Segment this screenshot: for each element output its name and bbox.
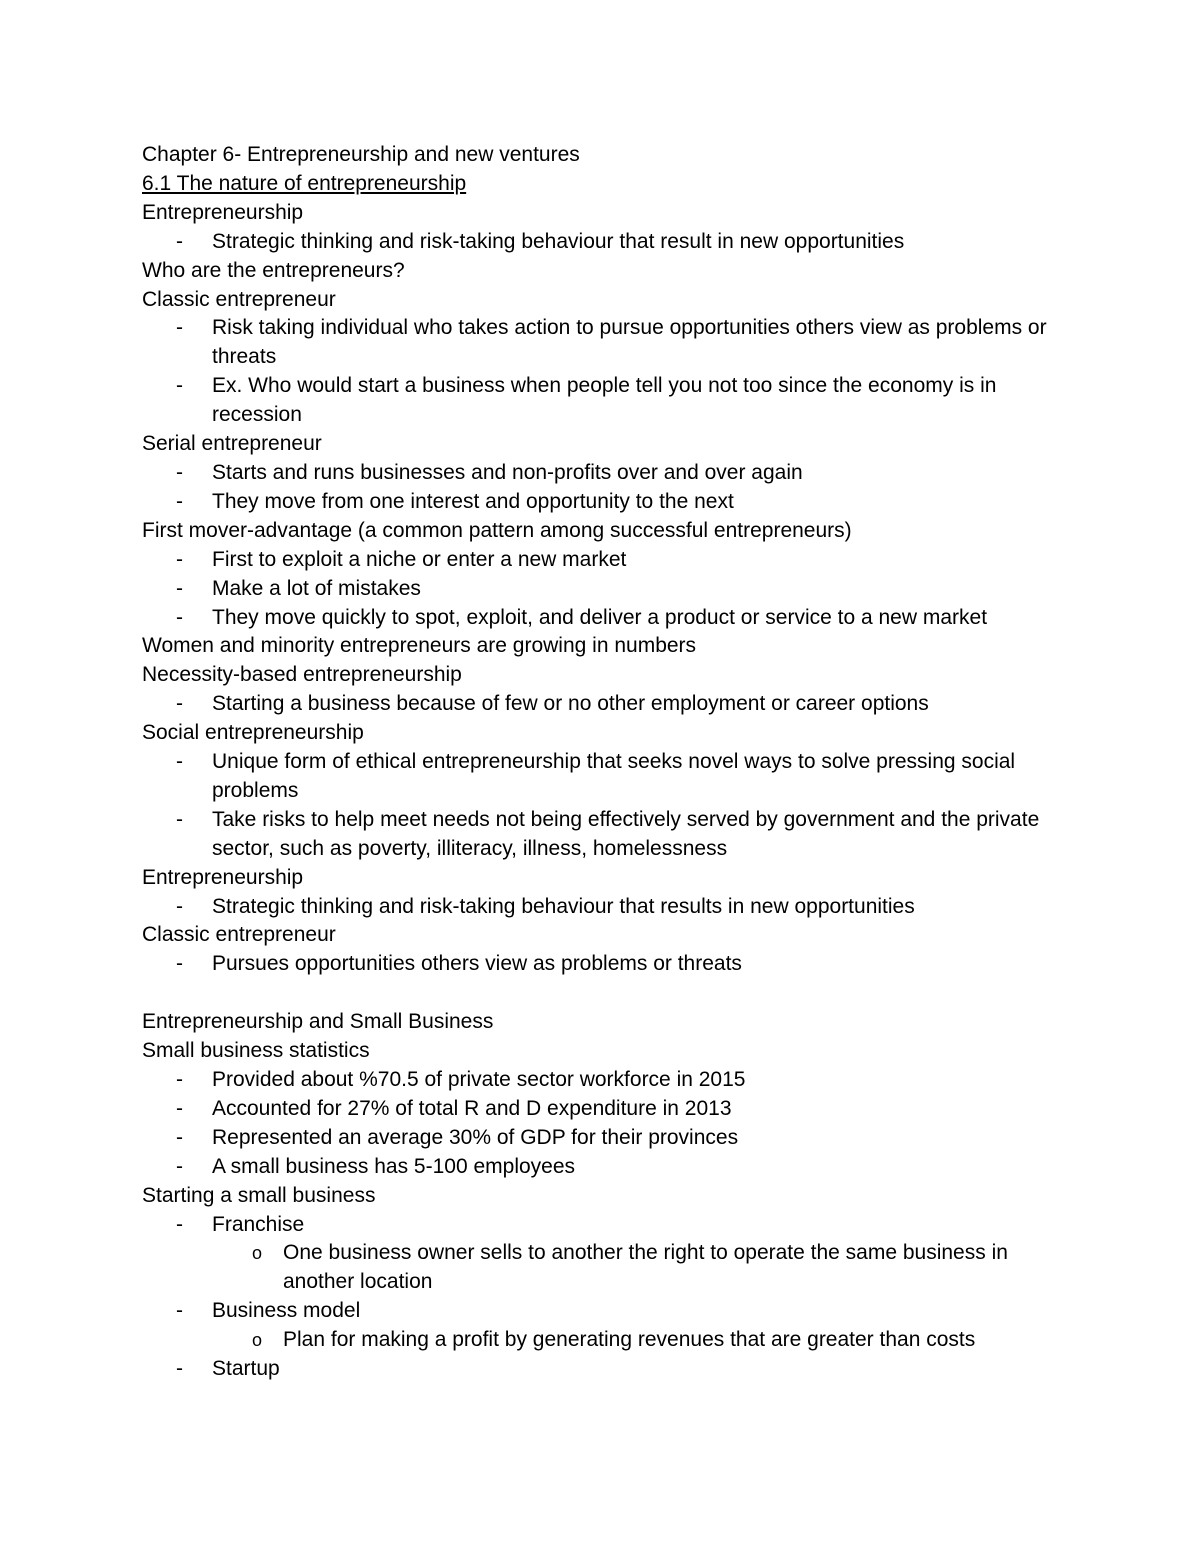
bullet-item [142,1124,1072,1153]
term-heading-serial-entrepreneur: Serial entrepreneur [142,432,322,456]
sub-bullet-text: One business owner sells to another the right to operate the same business in another location [283,1241,1008,1294]
bullet-item [142,1095,1072,1124]
blank-line [142,979,1072,1008]
dash-marker: - [176,1096,183,1120]
bullet-text: Startup [212,1357,280,1381]
bullet-item [142,604,1072,633]
dash-marker: - [176,1212,183,1236]
dash-marker: - [176,807,183,831]
dash-marker: - [176,894,183,918]
bullet-item [142,372,1072,430]
term-heading-social-entrepreneurship: Social entrepreneurship [142,721,364,745]
bullet-item [142,748,1072,806]
bullet-text: Unique form of ethical entrepreneurship that seeks novel ways to solve pressing social problems [212,750,1016,802]
dash-marker: - [176,750,183,774]
bullet-item [142,806,1072,864]
dash-marker: - [176,316,183,340]
bullet-text: Strategic thinking and risk-taking behaviour that results in new opportunities [212,894,915,918]
bullet-text: They move quickly to spot, exploit, and deliver a product or service to a new market [212,605,988,629]
document-body [142,141,1072,1384]
term-heading-statistics: Small business statistics [142,1039,370,1063]
dash-marker: - [176,692,183,716]
bullet-text: Strategic thinking and risk-taking behaviour that result in new opportunities [212,229,905,253]
question-heading: Who are the entrepreneurs? [142,258,405,282]
bullet-item [142,690,1072,719]
bullet-text: Risk taking individual who takes action to pursue opportunities others view as problems or threats [212,316,1047,369]
term-heading-starting: Starting a small business [142,1183,376,1207]
bullet-text: A small business has 5-100 employees [212,1154,576,1178]
bullet-text: Pursues opportunities others view as problems or threats [212,952,742,976]
bullet-item [142,314,1072,372]
bullet-item-startup [142,1355,1072,1384]
section-heading-small-business: Entrepreneurship and Small Business [142,1010,494,1034]
bullet-item [142,546,1072,575]
term-heading-entrepreneurship-2: Entrepreneurship [142,865,304,889]
term-heading-first-mover: First mover-advantage (a common pattern among successful entrepreneurs) [142,518,852,542]
section-heading: 6.1 The nature of entrepreneurship [142,171,467,195]
sub-bullet-item [142,1239,1072,1297]
bullet-text: Ex. Who would start a business when people tell you not too since the economy is in recession [212,374,997,427]
bullet-text: Franchise [212,1212,305,1236]
dash-marker: - [176,1299,183,1323]
bullet-item-franchise [142,1211,1072,1240]
term-heading-classic-entrepreneur: Classic entrepreneur [142,287,336,311]
term-heading-classic-entrepreneur-2: Classic entrepreneur [142,923,336,947]
dash-marker: - [176,1154,183,1178]
dash-marker: - [176,952,183,976]
statement-women-minority: Women and minority entrepreneurs are growing in numbers [142,634,697,658]
bullet-item-business-model [142,1297,1072,1326]
bullet-item [142,893,1072,922]
dash-marker: - [176,1125,183,1149]
dash-marker: - [176,229,183,253]
bullet-item [142,1153,1072,1182]
bullet-text: Represented an average 30% of GDP for their provinces [212,1125,739,1149]
dash-marker: - [176,1067,183,1091]
circle-marker: o [252,1330,263,1351]
dash-marker: - [176,460,183,484]
dash-marker: - [176,605,183,629]
dash-marker: - [176,547,183,571]
bullet-text: First to exploit a niche or enter a new market [212,547,627,571]
chapter-title: Chapter 6- Entrepreneurship and new ventures [142,143,580,166]
bullet-item [142,575,1072,604]
bullet-item [142,488,1072,517]
term-heading-necessity-based: Necessity-based entrepreneurship [142,663,462,687]
bullet-text: Accounted for 27% of total R and D expenditure in 2013 [212,1096,732,1120]
dash-marker: - [176,374,183,398]
bullet-text: Business model [212,1299,361,1323]
bullet-text: Starting a business because of few or no other employment or career options [212,692,929,716]
bullet-text: Provided about %70.5 of private sector workforce in 2015 [212,1067,746,1091]
sub-bullet-text: Plan for making a profit by generating revenues that are greater than costs [283,1328,976,1352]
bullet-item [142,228,1072,257]
bullet-item [142,1066,1072,1095]
term-heading-entrepreneurship: Entrepreneurship [142,200,304,224]
sub-bullet-item [142,1326,1072,1355]
dash-marker: - [176,1357,183,1381]
bullet-text: Make a lot of mistakes [212,576,421,600]
circle-marker: o [252,1243,263,1264]
bullet-item [142,459,1072,488]
bullet-text: Take risks to help meet needs not being effectively served by government and the private sector, such as poverty, illiteracy, illness, homelessness [212,807,1040,860]
dash-marker: - [176,489,183,513]
dash-marker: - [176,576,183,600]
bullet-text: Starts and runs businesses and non-profits over and over again [212,460,803,484]
bullet-text: They move from one interest and opportunity to the next [212,489,734,513]
bullet-item [142,950,1072,979]
